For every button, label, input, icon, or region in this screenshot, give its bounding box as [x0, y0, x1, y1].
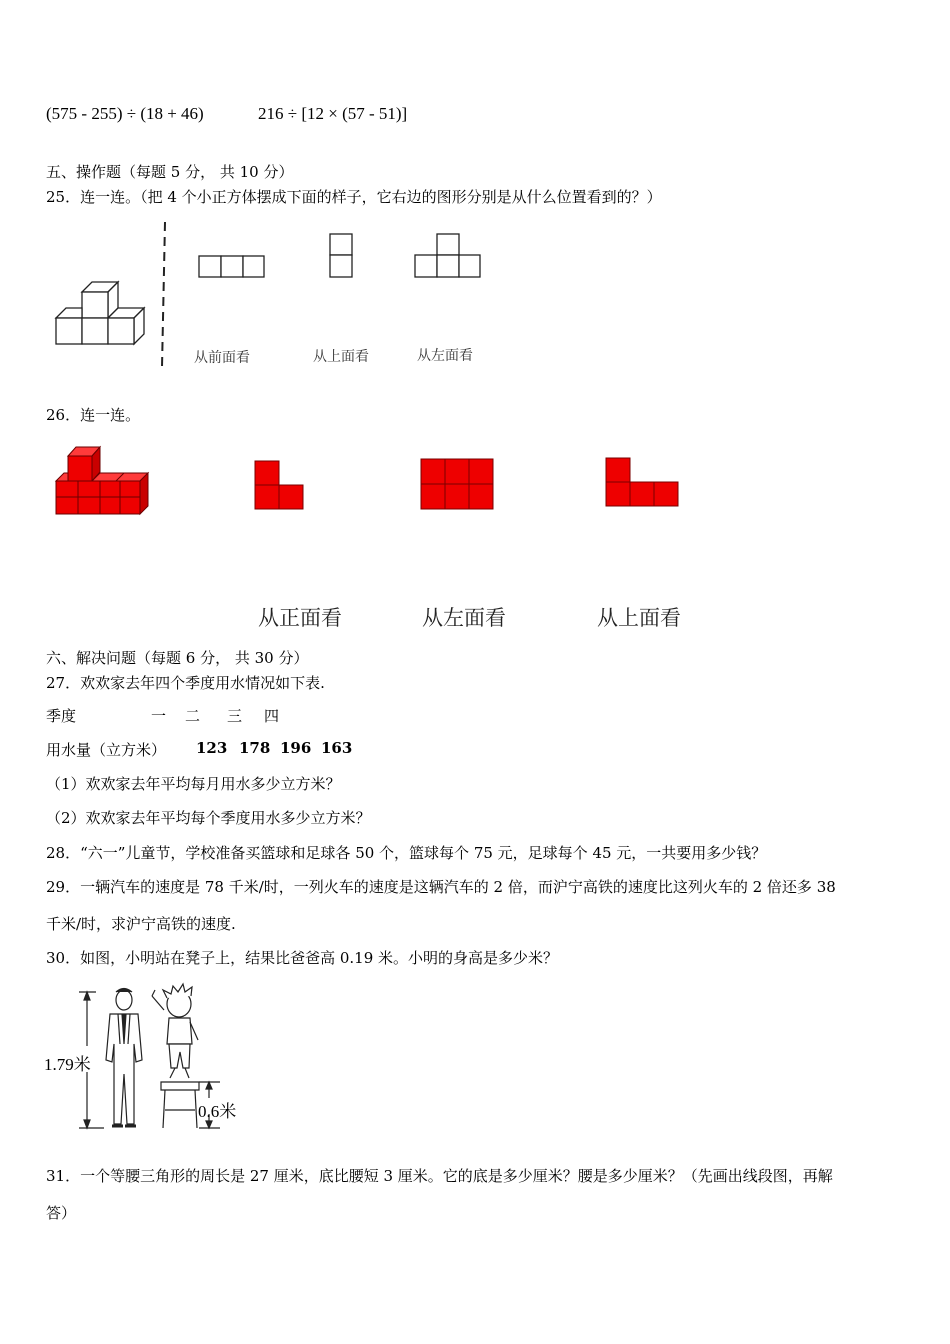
q25-label-left: 从左面看: [417, 348, 473, 364]
question-29-line-2: 千米/时，求沪宁高铁的速度.: [46, 915, 236, 933]
section-5-title: 五、操作题（每题 5 分， 共 10 分）: [46, 163, 294, 181]
q25-label-top: 从上面看: [313, 349, 369, 365]
q25-label-front: 从前面看: [194, 350, 250, 366]
view-shape-2: [329, 233, 355, 279]
dad-height-label: 1.79米: [44, 1055, 91, 1074]
q27-sub-1: （1）欢欢家去年平均每月用水多少立方米？: [46, 775, 341, 793]
question-26: 26．连一连。: [46, 406, 141, 424]
quarter-1: 一: [151, 707, 167, 725]
usage-1: 123: [196, 739, 228, 757]
q26-label-left: 从左面看: [422, 606, 506, 630]
question-30: 30．如图，小明站在凳子上，结果比爸爸高 0.19 米。小明的身高是多少米？: [46, 949, 559, 967]
dashed-divider: [160, 222, 170, 367]
usage-4: 163: [321, 739, 353, 757]
usage-3: 196: [280, 739, 312, 757]
view-shape-1: [198, 255, 266, 279]
question-28: 28．“六一”儿童节，学校准备买篮球和足球各 50 个，篮球每个 75 元，足球每个 45 元，一共要用多少钱？: [46, 844, 767, 862]
q26-label-top: 从上面看: [597, 606, 681, 630]
section-6-title: 六、解决问题（每题 6 分， 共 30 分）: [46, 649, 309, 667]
q26-label-front: 从正面看: [258, 606, 342, 630]
expression-2: 216 ÷ [12 × (57 - 51)]: [258, 104, 408, 123]
table-row-label-usage: 用水量（立方米）: [46, 741, 167, 759]
red-view-l-shape: [254, 460, 306, 510]
quarter-2: 二: [185, 707, 201, 725]
expression-1: (575 - 255) ÷ (18 + 46): [46, 104, 204, 123]
red-view-rectangle: [420, 458, 494, 510]
quarter-3: 三: [227, 707, 243, 725]
question-31-line-1: 31．一个等腰三角形的周长是 27 厘米，底比腰短 3 厘米。它的底是多少厘米？腰是多少厘米？（先画出线段图，再解: [46, 1167, 833, 1185]
question-25: 25．连一连。（把 4 个小正方体摆成下面的样子，它右边的图形分别是从什么位置看到的？）: [46, 188, 662, 206]
usage-2: 178: [239, 739, 271, 757]
view-shape-3: [414, 233, 482, 279]
quarter-4: 四: [264, 707, 280, 725]
red-view-wide-l: [605, 457, 681, 507]
q27-sub-2: （2）欢欢家去年平均每个季度用水多少立方米？: [46, 809, 371, 827]
red-cube-stack: [54, 446, 150, 518]
question-29-line-1: 29．一辆汽车的速度是 78 千米/时，一列火车的速度是这辆汽车的 2 倍，而沪宁高铁的速度比这列火车的 2 倍还多 38: [46, 878, 836, 896]
table-row-label-quarter: 季度: [46, 707, 77, 725]
question-27: 27．欢欢家去年四个季度用水情况如下表.: [46, 674, 325, 692]
question-31-line-2: 答）: [46, 1204, 77, 1222]
stool-height-label: 0.6米: [198, 1102, 237, 1121]
cube-stack-figure: [50, 278, 150, 350]
